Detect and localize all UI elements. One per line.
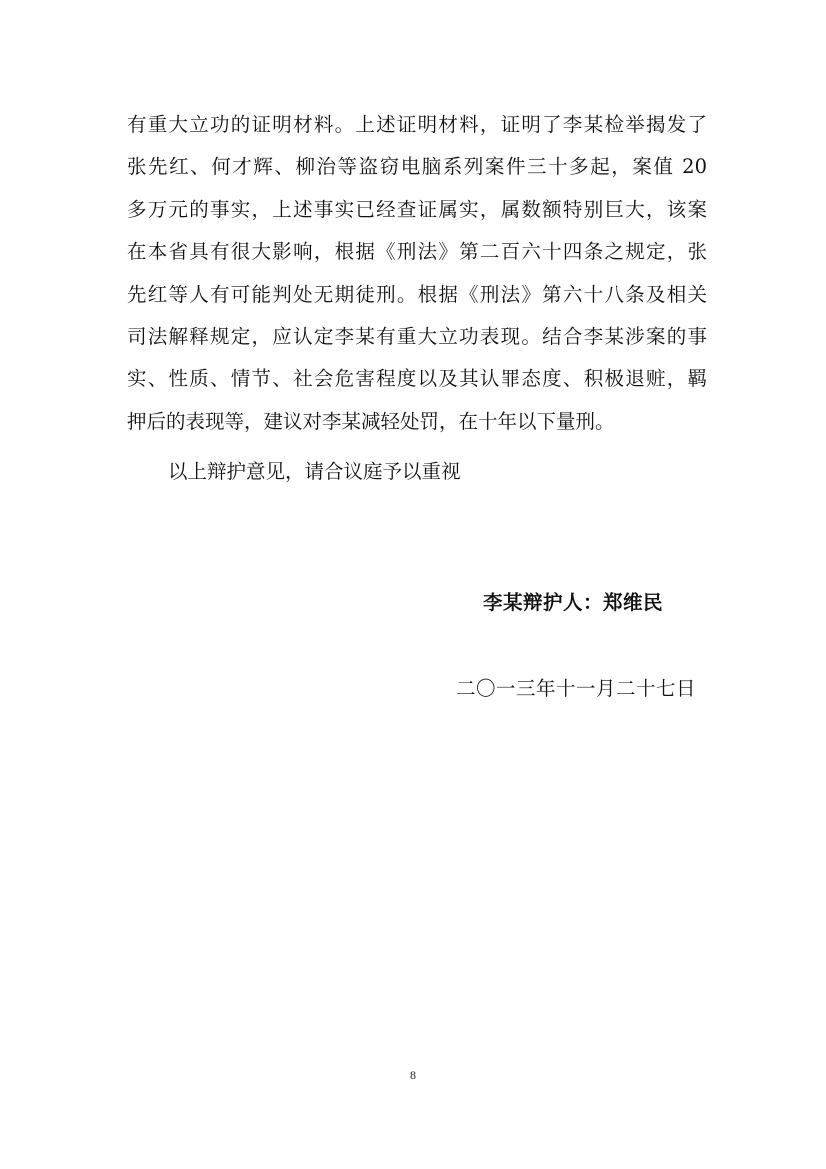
- closing-statement: 以上辩护意见，请合议庭予以重视: [168, 460, 461, 483]
- body-line: 先红等人有可能判处无期徒刑。根据《刑法》第六十八条及相关: [127, 282, 707, 306]
- body-line: 有重大立功的证明材料。上述证明材料，证明了李某检举揭发了: [127, 113, 707, 136]
- page-number: 8: [410, 1068, 416, 1082]
- body-line: 实、性质、情节、社会危害程度以及其认罪态度、积极退赃，羁: [127, 367, 707, 391]
- body-line: 在本省具有很大影响，根据《刑法》第二百六十四条之规定，张: [127, 240, 707, 264]
- defender-signature: 李某辩护人：郑维民: [483, 591, 664, 614]
- document-date: 二〇一三年十一月二十七日: [456, 677, 697, 700]
- body-line: 押后的表现等，建议对李某减轻处罚，在十年以下量刑。: [127, 409, 615, 433]
- body-line: 张先红、何才辉、柳治等盗窃电脑系列案件三十多起，案值 20: [127, 155, 707, 179]
- body-line: 司法解释规定，应认定李某有重大立功表现。结合李某涉案的事: [127, 324, 707, 348]
- body-line: 多万元的事实，上述事实已经查证属实，属数额特别巨大，该案: [127, 197, 707, 221]
- body-paragraph: [127, 104, 707, 443]
